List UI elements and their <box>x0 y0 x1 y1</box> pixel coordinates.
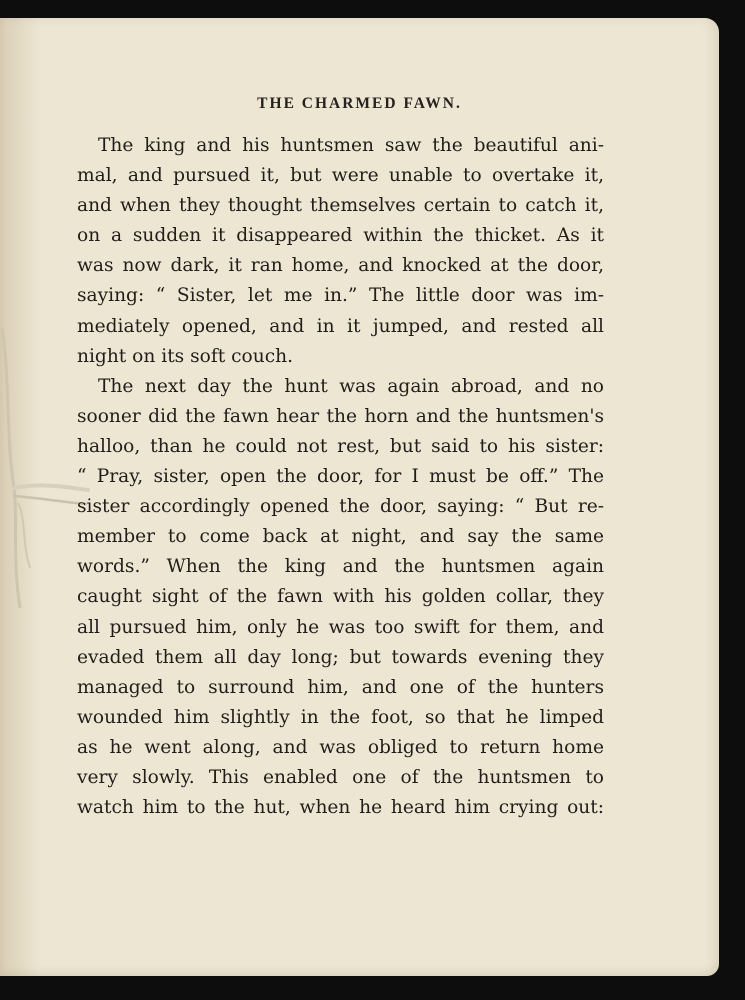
text-line: mal, and pursued it, but were unable to overtake it, <box>77 165 604 187</box>
text-line: sooner did the fawn hear the horn and the huntsmen's <box>77 405 604 427</box>
paragraph-2 <box>77 372 604 823</box>
text-line: The next day the hunt was again abroad, and no <box>98 375 604 397</box>
text-line: “ Pray, sister, open the door, for I must be off.” The <box>77 466 604 488</box>
body-text <box>77 131 604 823</box>
text-line: words.” When the king and the huntsmen again <box>77 556 604 578</box>
text-line: very slowly. This enabled one of the huntsmen to <box>77 766 604 788</box>
text-line: as he went along, and was obliged to return home <box>77 736 604 758</box>
text-line: watch him to the hut, when he heard him crying out: <box>77 797 604 819</box>
text-line: night on its soft couch. <box>77 345 294 367</box>
text-line: was now dark, it ran home, and knocked at the door, <box>77 255 604 277</box>
text-line: The king and his huntsmen saw the beautiful ani- <box>98 135 604 156</box>
text-line: wounded him slightly in the foot, so that he limped <box>77 706 604 728</box>
text-line: on a sudden it disappeared within the thicket. As it <box>77 225 604 247</box>
text-line: all pursued him, only he was too swift for them, and <box>77 616 604 638</box>
text-line: evaded them all day long; but towards evening they <box>77 646 604 668</box>
running-head: THE CHARMED FAWN. <box>257 95 462 112</box>
paragraph-1 <box>77 131 604 372</box>
text-line: member to come back at night, and say the same <box>77 526 604 548</box>
text-line: halloo, than he could not rest, but said to his sister: <box>77 435 604 457</box>
text-line: saying: “ Sister, let me in.” The little door was im- <box>77 285 604 307</box>
text-line: sister accordingly opened the door, saying: “ But re- <box>77 496 604 518</box>
text-line: mediately opened, and in it jumped, and rested all <box>77 315 604 337</box>
text-line: caught sight of the fawn with his golden collar, they <box>77 586 604 608</box>
text-line: managed to surround him, and one of the hunters <box>77 676 604 698</box>
text-line: and when they thought themselves certain to catch it, <box>77 195 604 217</box>
book-page <box>0 18 719 976</box>
